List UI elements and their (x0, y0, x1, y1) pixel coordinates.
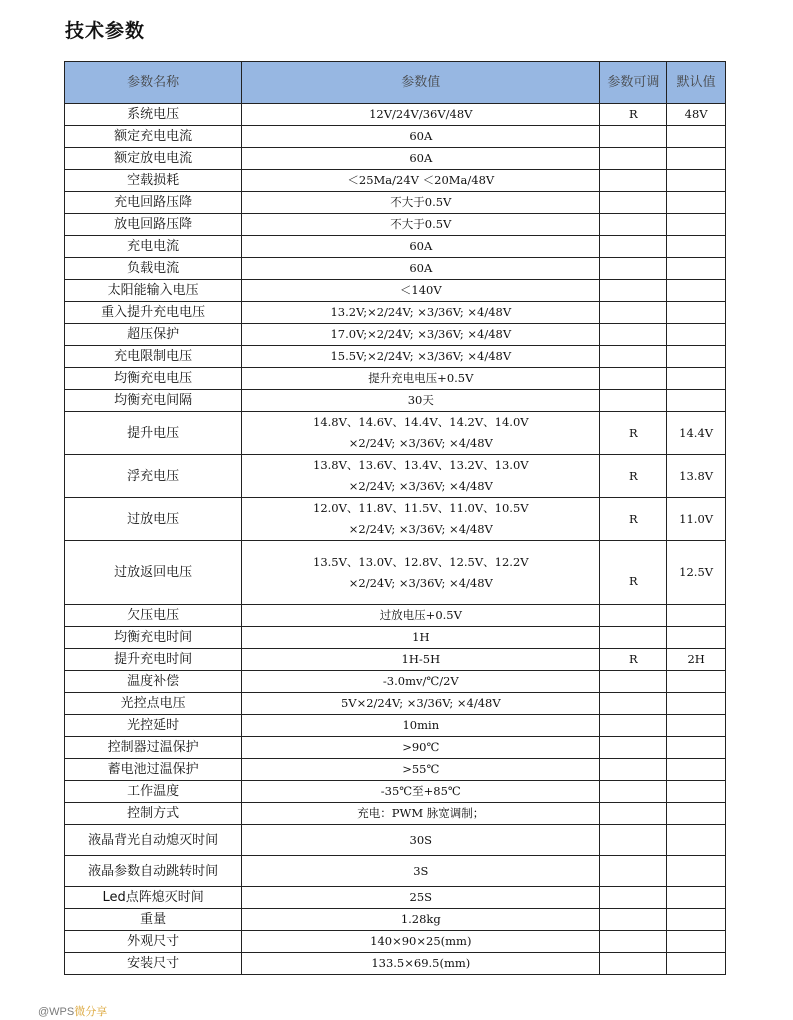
param-value-line: >55℃ (402, 762, 440, 776)
param-value-cell (242, 170, 600, 192)
param-value-cell (242, 931, 600, 953)
adjustable-cell (600, 781, 667, 803)
adjustable-cell: R (600, 412, 667, 455)
adjustable-cell (600, 825, 667, 856)
param-value-line: 充电：PWM 脉宽调制； (357, 806, 485, 820)
adjustable-cell (600, 759, 667, 781)
param-value-line: ×2/24V; ×3/36V; ×4/48V (348, 479, 493, 493)
adjustable-cell (600, 258, 667, 280)
adjustable-cell (600, 887, 667, 909)
param-value-line: 60A (409, 239, 433, 253)
table-body (65, 104, 726, 975)
table-row (65, 455, 726, 498)
table-row (65, 390, 726, 412)
table-row (65, 737, 726, 759)
adjustable-cell: R (600, 541, 667, 605)
param-value-line: 1H (412, 630, 430, 644)
param-value-line: >90℃ (402, 740, 440, 754)
param-value-cell (242, 214, 600, 236)
param-name-cell: Led点阵熄灭时间 (65, 887, 242, 909)
param-name-cell: 光控点电压 (65, 693, 242, 715)
param-value-cell (242, 258, 600, 280)
param-name-cell: 提升充电时间 (65, 649, 242, 671)
param-value-cell (242, 148, 600, 170)
param-name-cell: 超压保护 (65, 324, 242, 346)
table-row (65, 368, 726, 390)
param-name-cell: 额定充电电流 (65, 126, 242, 148)
param-name-cell: 空载损耗 (65, 170, 242, 192)
param-name-cell: 液晶背光自动熄灭时间 (65, 825, 242, 856)
default-cell: 14.4V (667, 412, 726, 455)
param-name-cell: 安装尺寸 (65, 953, 242, 975)
adjustable-cell (600, 368, 667, 390)
default-cell: 48V (667, 104, 726, 126)
default-cell (667, 605, 726, 627)
param-value-line: 12V/24V/36V/48V (369, 107, 473, 121)
param-value-line: 13.5V、13.0V、12.8V、12.5V、12.2V (313, 554, 529, 569)
param-name-cell: 充电限制电压 (65, 346, 242, 368)
param-value-cell (242, 192, 600, 214)
adjustable-cell (600, 148, 667, 170)
param-name-cell: 太阳能输入电压 (65, 280, 242, 302)
param-value-line: 30天 (407, 393, 434, 407)
table-row (65, 541, 726, 605)
adjustable-cell (600, 909, 667, 931)
param-value-cell (242, 126, 600, 148)
default-cell (667, 953, 726, 975)
default-cell (667, 214, 726, 236)
param-value-line: 过放电压+0.5V (379, 608, 462, 622)
table-row (65, 302, 726, 324)
param-value-cell (242, 627, 600, 649)
adjustable-cell (600, 605, 667, 627)
param-value-cell (242, 368, 600, 390)
table-row (65, 412, 726, 455)
watermark (38, 1003, 107, 1019)
default-cell (667, 671, 726, 693)
adjustable-cell (600, 390, 667, 412)
table-row (65, 671, 726, 693)
param-value-line: 60A (409, 129, 433, 143)
default-cell: 13.8V (667, 455, 726, 498)
param-value-cell (242, 803, 600, 825)
table-row (65, 953, 726, 975)
param-value-line: 14.8V、14.6V、14.4V、14.2V、14.0V (313, 415, 529, 429)
adjustable-cell: R (600, 649, 667, 671)
default-cell (667, 887, 726, 909)
param-name-cell: 液晶参数自动跳转时间 (65, 856, 242, 887)
table-row (65, 236, 726, 258)
param-name-cell: 控制方式 (65, 803, 242, 825)
adjustable-cell (600, 236, 667, 258)
watermark-prefix: @WPS (38, 1006, 75, 1018)
param-value-line: 25S (409, 890, 433, 904)
param-name-cell: 光控延时 (65, 715, 242, 737)
param-value-cell (242, 236, 600, 258)
table-row (65, 931, 726, 953)
param-name-cell: 蓄电池过温保护 (65, 759, 242, 781)
param-value-line: 5V×2/24V; ×3/36V; ×4/48V (340, 696, 501, 710)
spec-table (64, 61, 726, 975)
param-value-cell (242, 671, 600, 693)
default-cell (667, 825, 726, 856)
param-name-cell: 控制器过温保护 (65, 737, 242, 759)
param-value-cell (242, 781, 600, 803)
adjustable-cell: R (600, 104, 667, 126)
default-cell (667, 909, 726, 931)
table-row (65, 759, 726, 781)
table-row (65, 715, 726, 737)
table-row (65, 258, 726, 280)
default-cell: 2H (667, 649, 726, 671)
adjustable-cell (600, 126, 667, 148)
adjustable-cell (600, 302, 667, 324)
adjustable-cell (600, 280, 667, 302)
adjustable-cell (600, 715, 667, 737)
table-row (65, 825, 726, 856)
header-param-name: 参数名称 (65, 62, 242, 104)
default-cell (667, 236, 726, 258)
default-cell (667, 931, 726, 953)
param-value-line: 提升充电电压+0.5V (368, 371, 474, 385)
default-cell (667, 324, 726, 346)
param-value-cell (242, 498, 600, 541)
default-cell (667, 346, 726, 368)
param-value-line: 140×90×25(mm) (370, 934, 472, 948)
param-value-cell (242, 104, 600, 126)
param-value-line: -3.0mv/℃/2V (382, 674, 459, 688)
table-row (65, 856, 726, 887)
adjustable-cell (600, 324, 667, 346)
default-cell (667, 170, 726, 192)
table-row (65, 148, 726, 170)
table-row (65, 214, 726, 236)
param-value-line: 13.8V、13.6V、13.4V、13.2V、13.0V (313, 458, 529, 472)
table-row (65, 498, 726, 541)
param-name-cell: 重入提升充电电压 (65, 302, 242, 324)
table-row (65, 280, 726, 302)
param-value-line: ×2/24V; ×3/36V; ×4/48V (348, 575, 493, 590)
param-value-line: 10min (402, 718, 440, 732)
param-value-line: 1H-5H (401, 652, 441, 666)
adjustable-cell: R (600, 498, 667, 541)
adjustable-cell: R (600, 455, 667, 498)
param-value-line: -35℃至+85℃ (380, 784, 461, 798)
param-value-line: ×2/24V; ×3/36V; ×4/48V (348, 522, 493, 536)
watermark-accent: 微分享 (74, 1006, 108, 1018)
param-value-cell (242, 887, 600, 909)
adjustable-cell (600, 931, 667, 953)
param-name-cell: 过放电压 (65, 498, 242, 541)
param-value-cell (242, 302, 600, 324)
default-cell (667, 803, 726, 825)
table-header-row (65, 62, 726, 104)
param-value-cell (242, 737, 600, 759)
param-value-cell (242, 412, 600, 455)
param-value-line: 1.28kg (400, 912, 441, 926)
param-value-cell (242, 649, 600, 671)
default-cell (667, 126, 726, 148)
param-value-line: 12.0V、11.8V、11.5V、11.0V、10.5V (313, 501, 529, 515)
adjustable-cell (600, 671, 667, 693)
default-cell (667, 856, 726, 887)
adjustable-cell (600, 346, 667, 368)
default-cell (667, 759, 726, 781)
table-row (65, 781, 726, 803)
table-row (65, 170, 726, 192)
param-value-line: 不大于0.5V (390, 195, 452, 209)
param-name-cell: 重量 (65, 909, 242, 931)
param-name-cell: 放电回路压降 (65, 214, 242, 236)
param-value-cell (242, 280, 600, 302)
param-value-cell (242, 856, 600, 887)
table-row (65, 887, 726, 909)
param-name-cell: 工作温度 (65, 781, 242, 803)
default-cell (667, 280, 726, 302)
param-value-line: ×2/24V; ×3/36V; ×4/48V (348, 436, 493, 450)
default-cell (667, 781, 726, 803)
adjustable-cell (600, 192, 667, 214)
default-cell (667, 148, 726, 170)
adjustable-cell (600, 214, 667, 236)
param-name-cell: 过放返回电压 (65, 541, 242, 605)
default-cell: 11.0V (667, 498, 726, 541)
param-name-cell: 充电电流 (65, 236, 242, 258)
param-value-cell (242, 390, 600, 412)
table-row (65, 324, 726, 346)
param-value-cell (242, 455, 600, 498)
param-value-cell (242, 324, 600, 346)
table-row (65, 192, 726, 214)
page-title: 技术参数 (65, 20, 146, 42)
param-name-cell: 外观尺寸 (65, 931, 242, 953)
param-name-cell: 充电回路压降 (65, 192, 242, 214)
param-value-line: 133.5×69.5(mm) (371, 956, 471, 970)
table-row (65, 104, 726, 126)
table-row (65, 909, 726, 931)
param-value-cell (242, 346, 600, 368)
param-value-line: 3S (413, 863, 429, 878)
param-value-line: 不大于0.5V (390, 217, 452, 231)
default-cell (667, 715, 726, 737)
param-value-cell (242, 759, 600, 781)
param-value-line: 60A (409, 151, 433, 165)
param-value-line: 17.0V;×2/24V; ×3/36V; ×4/48V (330, 327, 512, 341)
param-value-line: 15.5V;×2/24V; ×3/36V; ×4/48V (330, 349, 512, 363)
param-name-cell: 欠压电压 (65, 605, 242, 627)
table-row (65, 649, 726, 671)
adjustable-cell (600, 953, 667, 975)
param-name-cell: 提升电压 (65, 412, 242, 455)
default-cell (667, 627, 726, 649)
default-cell: 12.5V (667, 541, 726, 605)
param-value-line: 60A (409, 261, 433, 275)
param-value-cell (242, 605, 600, 627)
adjustable-cell (600, 856, 667, 887)
param-value-cell (242, 715, 600, 737)
param-value-line: ＜140V (399, 283, 442, 297)
adjustable-cell (600, 737, 667, 759)
param-value-cell (242, 693, 600, 715)
param-name-cell: 浮充电压 (65, 455, 242, 498)
param-name-cell: 均衡充电间隔 (65, 390, 242, 412)
adjustable-cell (600, 170, 667, 192)
param-value-cell (242, 541, 600, 605)
default-cell (667, 693, 726, 715)
header-adjustable: 参数可调 (600, 62, 667, 104)
param-name-cell: 温度补偿 (65, 671, 242, 693)
header-param-value: 参数值 (242, 62, 600, 104)
default-cell (667, 302, 726, 324)
adjustable-cell (600, 693, 667, 715)
param-value-line: 30S (409, 832, 433, 847)
adjustable-cell (600, 627, 667, 649)
default-cell (667, 390, 726, 412)
param-value-cell (242, 953, 600, 975)
default-cell (667, 192, 726, 214)
table-row (65, 605, 726, 627)
param-value-line: ＜25Ma/24V ＜20Ma/48V (347, 173, 495, 187)
param-value-cell (242, 825, 600, 856)
table-row (65, 803, 726, 825)
table-row (65, 346, 726, 368)
param-name-cell: 均衡充电电压 (65, 368, 242, 390)
table-row (65, 627, 726, 649)
param-name-cell: 系统电压 (65, 104, 242, 126)
header-default: 默认值 (667, 62, 726, 104)
param-name-cell: 额定放电电流 (65, 148, 242, 170)
param-name-cell: 均衡充电时间 (65, 627, 242, 649)
param-value-line: 13.2V;×2/24V; ×3/36V; ×4/48V (330, 305, 512, 319)
default-cell (667, 368, 726, 390)
table-row (65, 126, 726, 148)
default-cell (667, 737, 726, 759)
param-value-cell (242, 909, 600, 931)
adjustable-cell (600, 803, 667, 825)
param-name-cell: 负载电流 (65, 258, 242, 280)
table-row (65, 693, 726, 715)
default-cell (667, 258, 726, 280)
